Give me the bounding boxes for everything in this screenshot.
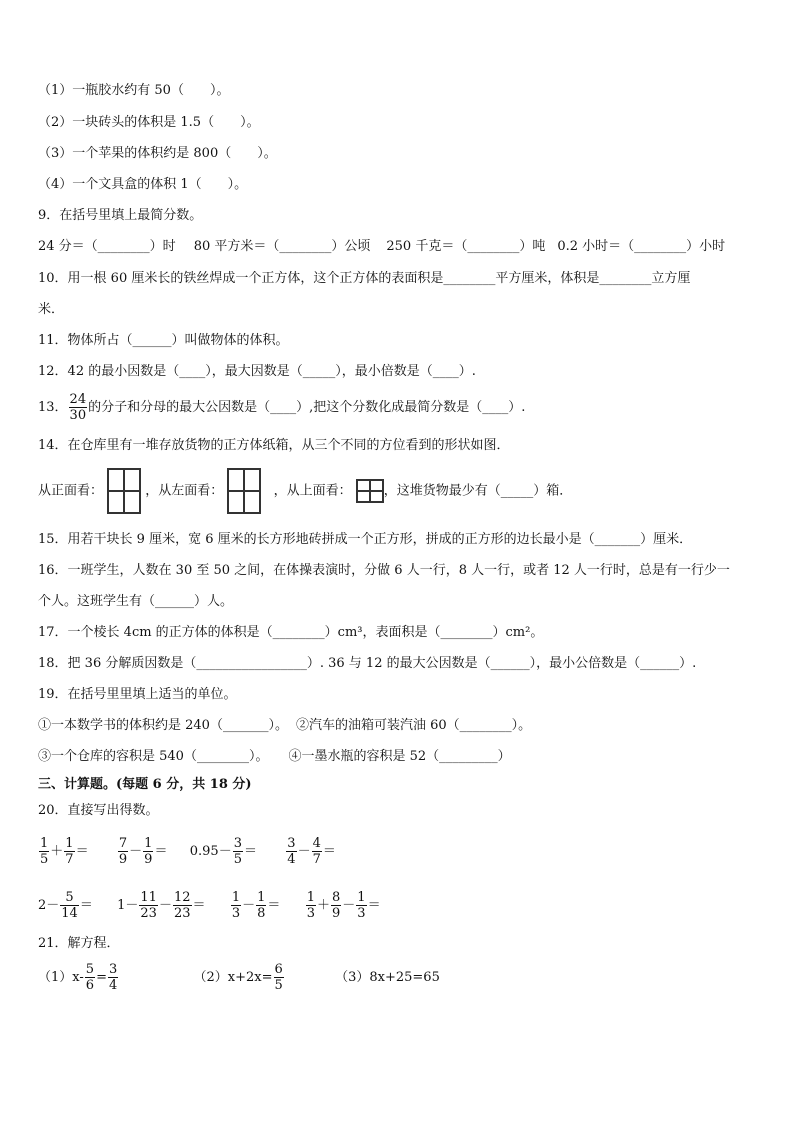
denominator: 5 bbox=[233, 852, 242, 867]
front-view-figure bbox=[107, 468, 141, 514]
numerator: 11 bbox=[140, 890, 157, 905]
q20-r2-e4 bbox=[305, 890, 381, 921]
q9-c: 250 千克＝（________）吨 bbox=[386, 239, 546, 254]
q20-row-1 bbox=[38, 836, 336, 867]
q14-tail: ，这堆货物最少有（_____）箱． bbox=[383, 483, 573, 499]
denominator: 23 bbox=[140, 906, 157, 921]
equals: ＝ bbox=[267, 898, 281, 913]
q19-row-2 bbox=[38, 748, 511, 766]
denominator: 7 bbox=[65, 852, 74, 867]
q15: 15．用若干块长 9 厘米，宽 6 厘米的长方形地砖拼成一个正方形，拼成的正方形的边长最小是（_______）厘米． bbox=[38, 532, 693, 547]
q11: 11．物体所占（______）叫做物体的体积。 bbox=[38, 333, 289, 348]
fraction bbox=[231, 890, 241, 921]
numerator: 3 bbox=[108, 962, 118, 977]
fraction bbox=[39, 836, 49, 867]
numerator: 1 bbox=[144, 836, 153, 851]
q20-r2-e3 bbox=[230, 890, 285, 921]
expression-prefix: 0.95－ bbox=[189, 844, 232, 859]
denominator: 23 bbox=[173, 906, 191, 921]
q9-blanks bbox=[38, 238, 725, 256]
operator: － bbox=[342, 898, 356, 913]
denominator: 5 bbox=[40, 852, 49, 867]
equals: ＝ bbox=[243, 844, 257, 859]
q20-r1-e1 bbox=[38, 836, 93, 867]
q20-r2-e1 bbox=[38, 890, 97, 921]
equals: ＝ bbox=[154, 844, 168, 859]
operator: － bbox=[297, 844, 311, 859]
expression-prefix: 1－ bbox=[117, 898, 139, 913]
denominator: 3 bbox=[306, 906, 315, 921]
q9-b: 80 平方米＝（________）公顷 bbox=[193, 239, 371, 254]
operator: － bbox=[129, 844, 143, 859]
q16-line-1: 16．一班学生，人数在 30 至 50 之间，在体操表演时，分做 6 人一行，8 人一行，或者 12 人一行时，总是有一行少一 bbox=[38, 563, 730, 578]
q19-row-1 bbox=[38, 717, 531, 735]
numerator: 7 bbox=[118, 836, 128, 851]
q10-line-2: 米． bbox=[38, 302, 65, 317]
q21-e2 bbox=[193, 962, 289, 993]
numerator: 3 bbox=[233, 836, 242, 851]
operator: － bbox=[158, 898, 172, 913]
numerator: 1 bbox=[257, 890, 266, 905]
denominator: 9 bbox=[118, 852, 128, 867]
fraction bbox=[60, 890, 79, 921]
fraction bbox=[306, 890, 316, 921]
numerator: 1 bbox=[231, 890, 241, 905]
fraction bbox=[274, 962, 284, 993]
q13-number: 13． bbox=[38, 400, 68, 415]
expression-prefix: （2）x+2x= bbox=[193, 970, 273, 985]
operator: ＋ bbox=[50, 844, 64, 859]
equals: = bbox=[96, 970, 107, 985]
q8-item-1: （1）一瓶胶水约有 50（ ）。 bbox=[38, 83, 230, 98]
q19-title: 19．在括号里里填上适当的单位。 bbox=[38, 687, 237, 702]
denominator: 6 bbox=[85, 978, 95, 993]
q19-a: ①一本数学书的体积约是 240（_______）。 bbox=[38, 718, 288, 733]
fraction bbox=[331, 890, 341, 921]
expression-prefix: （1）x- bbox=[38, 970, 84, 985]
operator: ＋ bbox=[316, 898, 330, 913]
q21-equations bbox=[38, 962, 440, 993]
fraction bbox=[256, 890, 266, 921]
numerator: 8 bbox=[331, 890, 341, 905]
q14-top-label: ，从上面看： bbox=[273, 483, 352, 499]
denominator: 4 bbox=[287, 852, 296, 867]
q20-r1-e2 bbox=[117, 836, 172, 867]
q16-line-2: 个人。这班学生有（______）人。 bbox=[38, 594, 234, 609]
q19-d: ④一墨水瓶的容积是 52（_________） bbox=[288, 749, 511, 764]
expression-prefix: 2－ bbox=[38, 898, 60, 913]
denominator: 14 bbox=[61, 906, 78, 921]
fraction bbox=[108, 962, 118, 993]
q9-a: 24 分＝（________）时 bbox=[38, 239, 176, 254]
q13 bbox=[38, 392, 525, 423]
q13-fraction bbox=[69, 392, 88, 423]
numerator: 12 bbox=[173, 890, 191, 905]
q8-item-2: （2）一块砖头的体积是 1.5（ ）。 bbox=[38, 115, 260, 130]
fraction bbox=[85, 962, 95, 993]
equals: ＝ bbox=[75, 844, 89, 859]
fraction bbox=[173, 890, 192, 921]
left-view-figure bbox=[227, 468, 261, 514]
q20-title: 20．直接写出得数。 bbox=[38, 803, 159, 818]
top-view-figure bbox=[356, 479, 384, 503]
fraction bbox=[286, 836, 296, 867]
q13-denominator: 30 bbox=[69, 408, 87, 423]
denominator: 3 bbox=[231, 906, 241, 921]
q20-row-2 bbox=[38, 890, 381, 921]
numerator: 1 bbox=[40, 836, 49, 851]
q17: 17．一个棱长 4cm 的正方体的体积是（________）cm³，表面积是（________）cm²。 bbox=[38, 625, 544, 640]
q14-title: 14．在仓库里有一堆存放货物的正方体纸箱，从三个不同的方位看到的形状如图． bbox=[38, 438, 510, 453]
numerator: 5 bbox=[85, 962, 95, 977]
numerator: 4 bbox=[312, 836, 321, 851]
q21-title: 21．解方程． bbox=[38, 936, 120, 951]
q14-front-label: 从正面看： bbox=[38, 483, 104, 499]
denominator: 9 bbox=[331, 906, 341, 921]
q8-item-4: （4）一个文具盒的体积 1（ ）。 bbox=[38, 177, 248, 192]
denominator: 5 bbox=[274, 978, 283, 993]
q19-b: ②汽车的油箱可装汽油 60（________）。 bbox=[295, 718, 532, 733]
q10-line-1: 10．用一根 60 厘米长的铁丝焊成一个正方体，这个正方体的表面积是________平方厘米，体积是________立方厘 bbox=[38, 271, 691, 286]
q20-r1-e3 bbox=[189, 836, 261, 867]
q13-text: 的分子和分母的最大公因数是（____）,把这个分数化成最简分数是（____）. bbox=[88, 400, 526, 415]
fraction bbox=[143, 836, 153, 867]
fraction bbox=[233, 836, 243, 867]
q19-c: ③一个仓库的容积是 540（________）。 bbox=[38, 749, 269, 764]
q9-d: 0.2 小时＝（________）小时 bbox=[557, 239, 726, 254]
denominator: 8 bbox=[257, 906, 266, 921]
q18: 18．把 36 分解质因数是（_________________）. 36 与 12 的最大公因数是（______），最小公倍数是（______）. bbox=[38, 656, 697, 671]
q9-title: 9．在括号里填上最简分数。 bbox=[38, 208, 203, 223]
numerator: 5 bbox=[60, 890, 79, 906]
equals: ＝ bbox=[192, 898, 206, 913]
fraction bbox=[139, 890, 158, 921]
numerator: 6 bbox=[274, 962, 283, 977]
equals: ＝ bbox=[367, 898, 381, 913]
denominator: 7 bbox=[312, 852, 321, 867]
numerator: 1 bbox=[306, 890, 315, 905]
numerator: 1 bbox=[65, 836, 74, 851]
numerator: 1 bbox=[357, 890, 366, 905]
denominator: 9 bbox=[144, 852, 153, 867]
q14-views bbox=[38, 468, 572, 515]
q20-r1-e4 bbox=[285, 836, 336, 867]
q12: 12．42 的最小因数是（____），最大因数是（_____），最小倍数是（____）. bbox=[38, 364, 476, 379]
section-3-heading: 三、计算题。(每题 6 分，共 18 分) bbox=[38, 777, 252, 792]
q21-e3: （3）8x+25=65 bbox=[335, 970, 440, 985]
equals: ＝ bbox=[322, 844, 336, 859]
numerator: 3 bbox=[287, 836, 296, 851]
q14-left-label: ，从左面看： bbox=[145, 483, 224, 499]
fraction bbox=[312, 836, 322, 867]
fraction bbox=[356, 890, 366, 921]
q20-r2-e2 bbox=[117, 890, 210, 921]
equals: ＝ bbox=[79, 898, 93, 913]
denominator: 3 bbox=[357, 906, 366, 921]
q8-item-3: （3）一个苹果的体积约是 800（ ）。 bbox=[38, 146, 277, 161]
denominator: 4 bbox=[108, 978, 118, 993]
fraction bbox=[118, 836, 128, 867]
q21-e1 bbox=[38, 962, 123, 993]
fraction bbox=[64, 836, 74, 867]
q13-numerator: 24 bbox=[69, 392, 87, 407]
operator: － bbox=[242, 898, 256, 913]
